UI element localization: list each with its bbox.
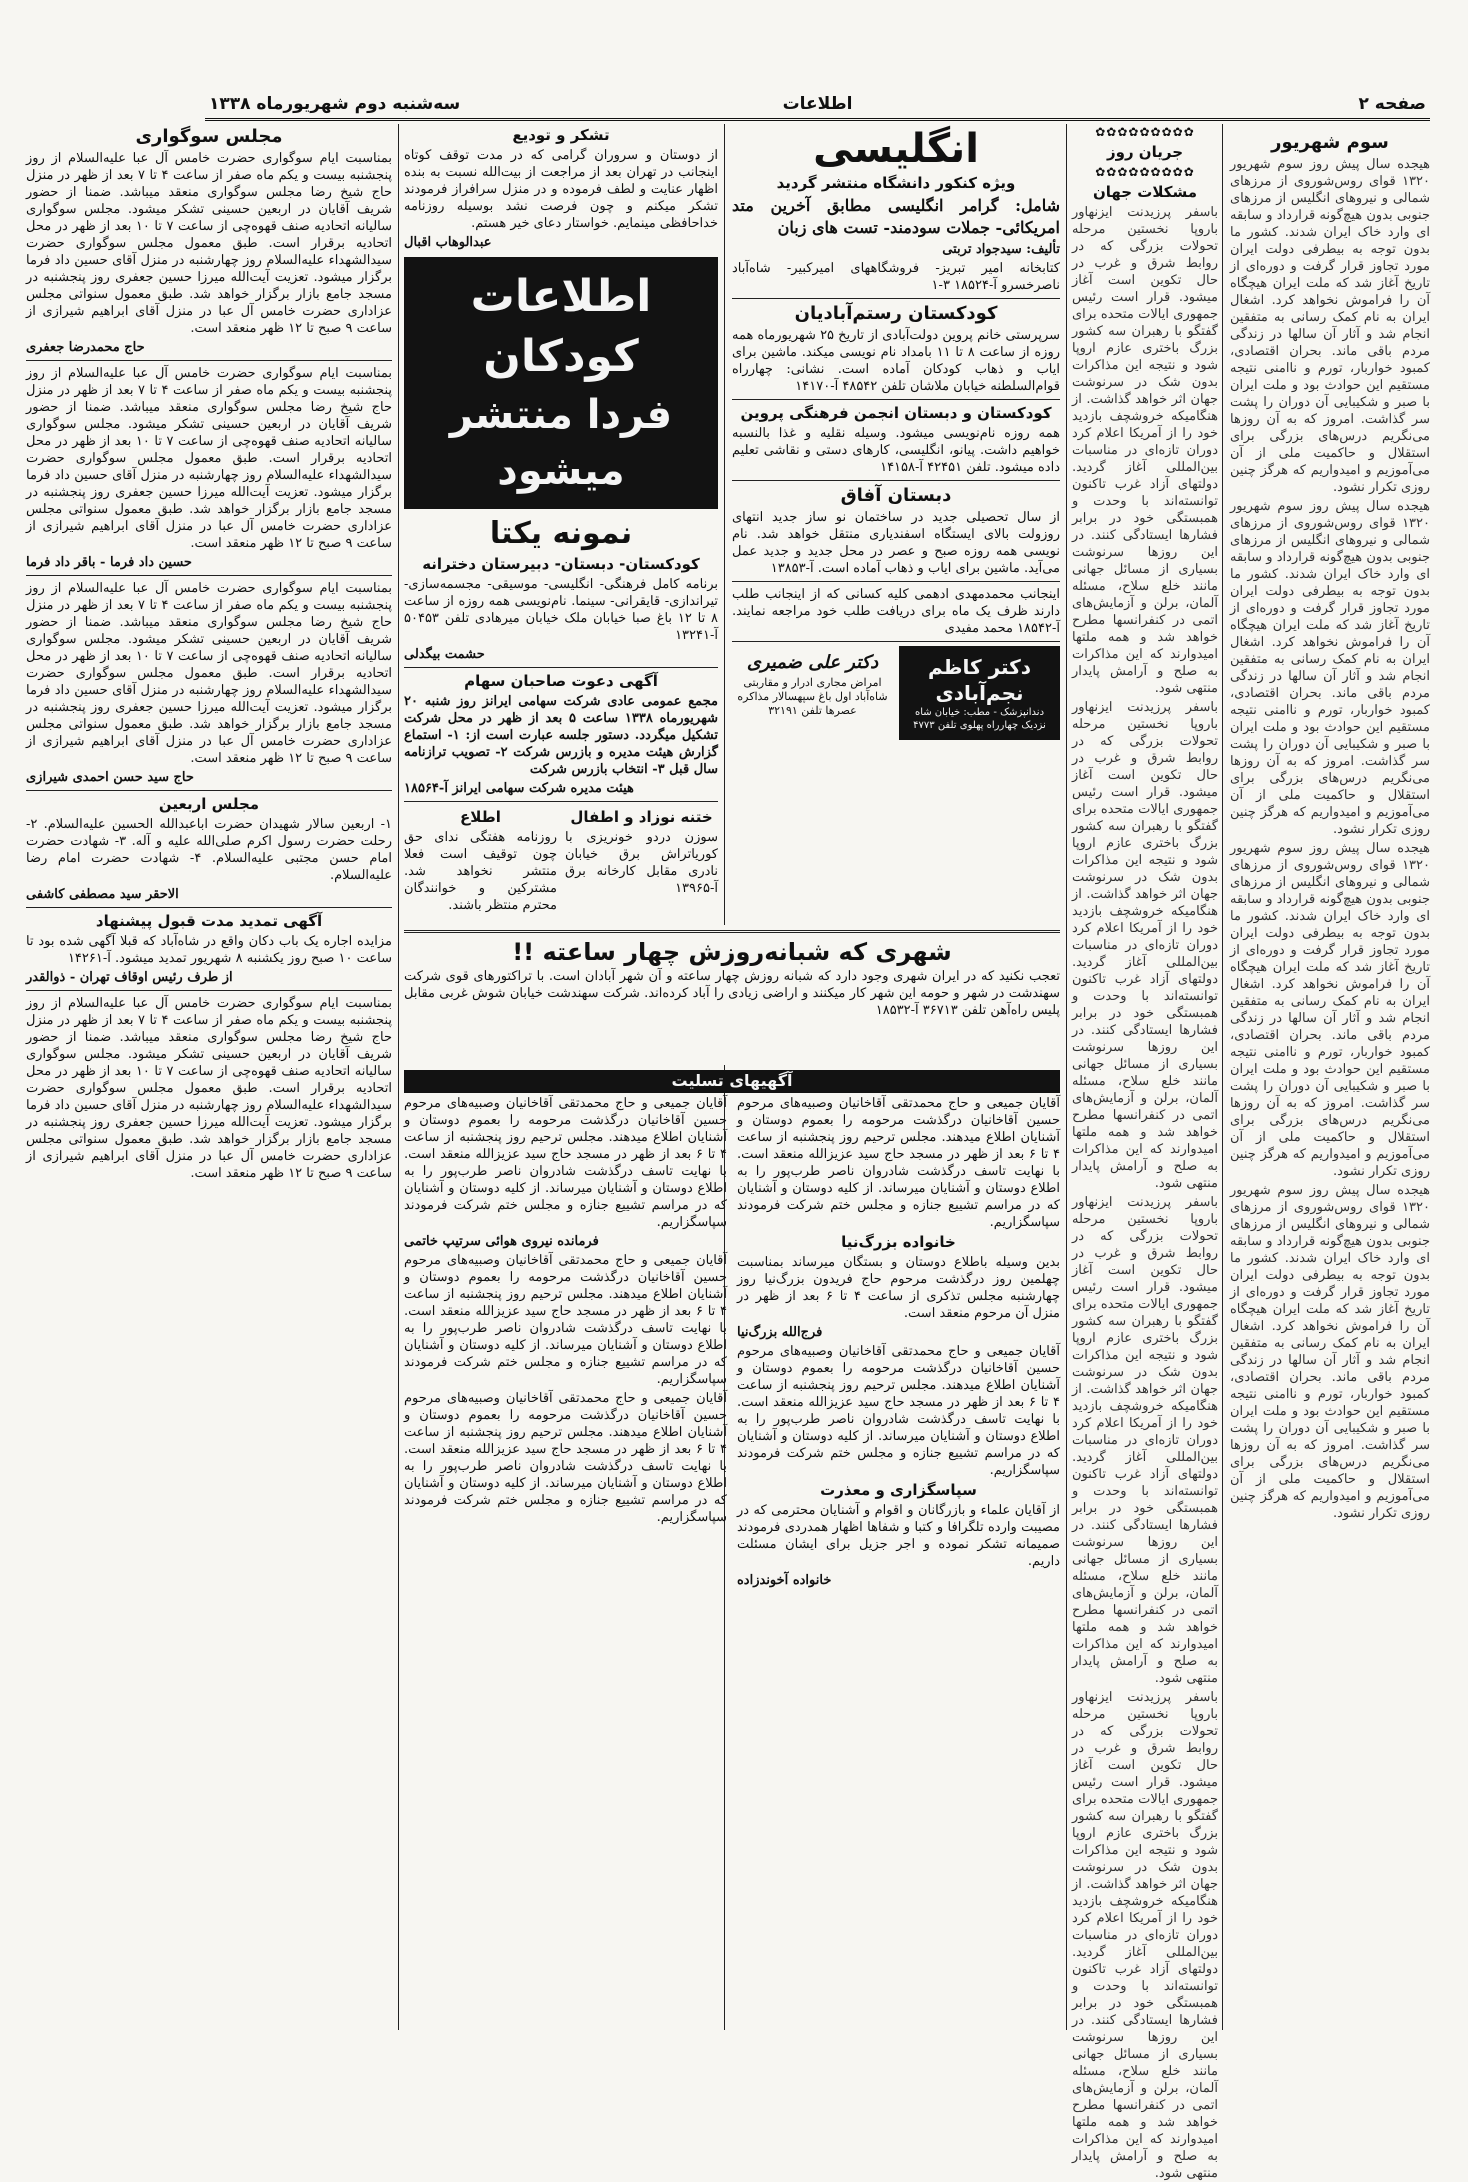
rubric-title: جریان روز [1106,143,1184,161]
divider [26,360,392,361]
rubric-ornament: ✿✿✿✿✿✿✿✿✿ [1095,125,1195,139]
condolence-column [404,1093,727,1591]
city-ad [404,925,1060,1065]
thanks2-title: سپاسگزاری و معذرت [820,1481,977,1499]
shareholder-meeting-title: آگهی دعوت صاحبان سهام [464,672,658,690]
family-signature: فرج‌الله بزرگ‌نیا [737,1325,823,1340]
column-current-events [1072,124,1218,2181]
tender-body: مزایده اجاره یک باب دکان واقع در شاه‌آباد که قبلا آگهی شده بود تا ساعت ۱۰ صبح روز یکشنبه ۸ شهریور تمدید میشود. آ-۱۴۲۶۱ [26,934,392,966]
condolence-body-continued: آقایان جمیعی و حاج محمدتقی آقاخانیان وصبیه‌های مرحوم حسین آقاخانیان درگذشت مرحومه را بعموم دوستان و آشنایان اطلاع میدهند. مجلس ترحیم روز پنجشنبه از ساعت ۴ تا ۶ بعد از ظهر در مسجد حاج سید عزیزالله منعقد است. با نهایت تاسف درگذشت شادروان ناصر طرب‌پور را به اطلاع دوستان و آشنایان میرساند. از کلیه دوستان و آشنایان که در مراسم تشییع جنازه و مجلس ختم شرکت فرمودند سپاسگزاریم. [404,1096,728,1230]
afagh-school-body: از سال تحصیلی جدید در ساختمان نو ساز جدید انتهای روزولت بالای ایستگاه اسفندیاری منتقل خواهد شد. نام نویسی همه روزه صبح و عصر در محل جدید و جدید عمل می‌آید. ماشین برای ایاب و ذهاب آماده است. آ-۱۳۸۵۳ [732,510,1060,576]
condolence-body: آقایان جمیعی و حاج محمدتقی آقاخانیان وصبیه‌های مرحوم حسین آقاخانیان درگذشت مرحومه را بعموم دوستان و آشنایان اطلاع میدهند. مجلس ترحیم روز پنجشنبه از ساعت ۴ تا ۶ بعد از ظهر در مسجد حاج سید عزیزالله منعقد است. با نهایت تاسف درگذشت شادروان ناصر طرب‌پور را به اطلاع دوستان و آشنایان میرساند. از کلیه دوستان و آشنایان که در مراسم تشییع جنازه و مجلس ختم شرکت فرمودند سپاسگزاریم. [737,1096,1061,1230]
page-number: صفحه ۲ [1358,94,1426,114]
current-events-body: باسفر پرزیدنت ایزنهاور باروپا نخستین مرحله تحولات بزرگی که در روابط شرق و غرب در حال تکوین است آغاز میشود. قرار است رئیس جمهوری ایالات متحده برای گفتگو با رهبران سه کشور بزرگ باختری عازم اروپا شود و نتیجه این مذاکرات بدون شک در سرنوشت جهان اثر خواهد گذاشت. از هنگامیکه خروشچف بازدید خود را از آمریکا اعلام کرد دوران تازه‌ای در مناسبات بین‌المللی آغاز گردید. دولتهای آزاد غرب تاکنون توانسته‌اند با وحدت و همبستگی خود در برابر فشارها ایستادگی کنند. در این روزها سرنوشت بسیاری از مسائل جهانی مانند خلع سلاح، مسئله آلمان، برلن و آزمایش‌های اتمی در کنفرانسها مطرح خواهد شد و همه ملتها امیدوارند که این مذاکرات به صلح و آرامش پایدار منتهی شود. [1072,205,1218,696]
circumcision-body: سوزن دردو خونریزی با کوریاتراش برق خیابان نادری مقابل کارخانه برق آ-۱۳۹۶۵ [565,830,718,896]
thanks2-body: از آقایان علماء و بازرگانان و اقوام و آشنایان محترمی که در مصیبت وارده تلگرافا و کتبا و شفاها اظهار همدردی فرمودند صمیمانه تشکر نموده و اجر جزیل برای ایشان مسئلت داریم. [737,1503,1060,1569]
condolence-body-continued: آقایان جمیعی و حاج محمدتقی آقاخانیان وصبیه‌های مرحوم حسین آقاخانیان درگذشت مرحومه را بعموم دوستان و آشنایان اطلاع میدهند. مجلس ترحیم روز پنجشنبه از ساعت ۴ تا ۶ بعد از ظهر در مسجد حاج سید عزیزالله منعقد است. با نهایت تاسف درگذشت شادروان ناصر طرب‌پور را به اطلاع دوستان و آشنایان میرساند. از کلیه دوستان و آشنایان که در مراسم تشییع جنازه و مجلس ختم شرکت فرمودند سپاسگزاریم. [404,1253,728,1387]
divider [404,930,1060,933]
english-book-subtitle: ویژه کنکور دانشگاه منتشر گردید [776,174,1016,192]
thanks2-signature: خانواده آخوندزاده [737,1573,832,1588]
mourning-body-continued: بمناسبت ایام سوگواری حضرت خامس آل عبا علیه‌السلام از روز پنجشنبه بیست و یکم ماه صفر از ساعت ۴ تا ۷ بعد از ظهر در منزل حاج شیخ رضا مجلس سوگواری منعقد میباشد. ضمنا از حضور شریف آقایان در اربعین حسینی تشکر میشود. مجلس سوگواری سالیانه اتحادیه صنف قهوه‌چی از ساعت ۷ تا ۱۰ بعد از ظهر در محل اتحادیه برقرار است. طبق معمول مجلس سوگواری حضرت سیدالشهداء علیه‌السلام روز چهارشنبه در منزل آقای حسین داد فرما برگزار میشود. تعزیت آیت‌الله میرزا حسین جعفری روز پنجشنبه در مسجد جامع بازار برگزار خواهد شد. طبق معمول سنواتی مجلس عزاداری حضرت خامس آل عبا در منزل آقای ابراهیم شیرازی از ساعت ۹ صبح تا ۱۲ ظهر منعقد است. [26,581,393,766]
family-title: خانواده بزرگ‌نیا [841,1233,956,1251]
arbaeen-title: مجلس اربعین [158,795,260,813]
editorial-body: هیجده سال پیش روز سوم شهریور ۱۳۲۰ قوای روس‌شوروی از مرزهای شمالی و نیروهای انگلیس از مرزهای جنوبی بدون هیچ‌گونه قرارداد و سابقه ای وارد خاک ایران شدند. کشور ما بدون توجه به بیطرفی دولت ایران مورد تجاوز قرار گرفت و دوره‌ای از تاریخ آغاز شد که ملت ایران هیچگاه آن را فراموش نخواهد کرد. اشغال ایران به نام کمک رسانی به متفقین انجام شد و آثار آن سالها در زندگی مردم باقی ماند. بحران اقتصادی، کمبود خواربار، تورم و ناامنی نتیجه مستقیم این حوادث بود و ملت ایران با صبر و شکیبایی آن دوران را پشت سر گذاشت. امروز که به آن روزها می‌نگریم درس‌های بزرگی برای استقلال و حاکمیت ملی از آن می‌آموزیم و امیدواریم که هرگز چنین روزی تکرار نشود. [1230,157,1430,495]
divider [732,480,1060,481]
editorial-title: سوم شهریور [1271,132,1389,153]
parvin-school-body: همه روزه نام‌نویسی میشود. وسیله نقلیه و غذا بالنسبه خواهیم داشت. پیانو، انگلیسی، کارهای دستی و نقاشی تعلیم داده میشود. تلفن ۴۲۴۵۱ آ-۱۴۱۵۸ [732,426,1060,475]
tender-title: آگهی تمدید مدت قبول پیشنهاد [95,912,323,930]
divider [732,641,1060,642]
divider [404,667,718,668]
kindergarten-body: سرپرستی خانم پروین دولت‌آبادی از تاریخ ۲۵ شهریورماه همه روزه از ساعت ۸ تا ۱۱ بامداد نام نویسی میکند. ماشین برای ایاب و ذهاب کودکان آماده است. نشانی: چهارراه قوام‌السلطنه خیابان ملاشان تلفن ۴۸۵۴۲ آ-۱۴۱۷۰ [732,328,1061,394]
mourning-signature: حاج سید حسن احمدی شیرازی [26,770,194,785]
divider [732,581,1060,582]
doctor-details: امراض مجاری ادرار و مقاربتی شاه‌آباد اول باغ سپهسالار مذاکره عصرها تلفن ۳۲۱۹۱ [737,676,888,717]
tender-signature: از طرف رئیس اوقاف تهران - ذوالقدر [26,970,233,985]
arbaeen-signature: الاحقر سید مصطفی کاشفی [26,887,179,902]
shareholder-meeting-signature: هیئت مدیره شرکت سهامی ایرانز آ-۱۸۵۶۴ [404,781,634,796]
editorial-body-continued: هیجده سال پیش روز سوم شهریور ۱۳۲۰ قوای روس‌شوروی از مرزهای شمالی و نیروهای انگلیس از مرزهای جنوبی بدون هیچ‌گونه قرارداد و سابقه ای وارد خاک ایران شدند. کشور ما بدون توجه به بیطرفی دولت ایران مورد تجاوز قرار گرفت و دوره‌ای از تاریخ آغاز شد که ملت ایران هیچگاه آن را فراموش نخواهد کرد. اشغال ایران به نام کمک رسانی به متفقین انجام شد و آثار آن سالها در زندگی مردم باقی ماند. بحران اقتصادی، کمبود خواربار، تورم و ناامنی نتیجه مستقیم این حوادث بود و ملت ایران با صبر و شکیبایی آن دوران را پشت سر گذاشت. امروز که به آن روزها می‌نگریم درس‌های بزرگی برای استقلال و حاکمیت ملی از آن می‌آموزیم و امیدواریم که هرگز چنین روزی تکرار نشود. [1230,1183,1430,1521]
condolence-section [404,1070,1060,2030]
kids-magazine-ad [404,257,718,509]
divider [732,298,1060,299]
mourning-signature: حسین داد فرما - باقر داد فرما [26,555,192,570]
circumcision-ad [565,806,718,916]
editorial-body-continued: هیجده سال پیش روز سوم شهریور ۱۳۲۰ قوای روس‌شوروی از مرزهای شمالی و نیروهای انگلیس از مرزهای جنوبی بدون هیچ‌گونه قرارداد و سابقه ای وارد خاک ایران شدند. کشور ما بدون توجه به بیطرفی دولت ایران مورد تجاوز قرار گرفت و دوره‌ای از تاریخ آغاز شد که ملت ایران هیچگاه آن را فراموش نخواهد کرد. اشغال ایران به نام کمک رسانی به متفقین انجام شد و آثار آن سالها در زندگی مردم باقی ماند. بحران اقتصادی، کمبود خواربار، تورم و ناامنی نتیجه مستقیم این حوادث بود و ملت ایران با صبر و شکیبایی آن دوران را پشت سر گذاشت. امروز که به آن روزها می‌نگریم درس‌های بزرگی برای استقلال و حاکمیت ملی از آن می‌آموزیم و امیدواریم که هرگز چنین روزی تکرار نشود. [1230,499,1430,837]
parvin-school-title: کودکستان و دبستان انجمن فرهنگی پروین [740,404,1052,422]
column-divider [398,124,399,2030]
divider [26,790,392,791]
condolence-section-title: آگهیهای تسلیت [671,1071,793,1090]
mourning-body: بمناسبت ایام سوگواری حضرت خامس آل عبا علیه‌السلام از روز پنجشنبه بیست و یکم ماه صفر از ساعت ۴ تا ۷ بعد از ظهر در منزل حاج شیخ رضا مجلس سوگواری منعقد میباشد. ضمنا از حضور شریف آقایان در اربعین حسینی تشکر میشود. مجلس سوگواری سالیانه اتحادیه صنف قهوه‌چی از ساعت ۷ تا ۱۰ بعد از ظهر در محل اتحادیه برقرار است. طبق معمول مجلس سوگواری حضرت سیدالشهداء علیه‌السلام روز چهارشنبه در منزل آقای حسین داد فرما برگزار میشود. تعزیت آیت‌الله میرزا حسین جعفری روز پنجشنبه در مسجد جامع بازار برگزار خواهد شد. طبق معمول سنواتی مجلس عزاداری حضرت خامس آل عبا در منزل آقای ابراهیم شیرازی از ساعت ۹ صبح تا ۱۲ ظهر منعقد است. [26,151,393,336]
thanks-title: تشکر و تودیع [512,126,610,144]
english-book-title: انگلیسی [813,126,979,172]
current-events-title: مشکلات جهان [1092,183,1198,201]
doctor-ad-najmabadi [899,646,1060,740]
column-mourning [26,124,392,2030]
city-ad-title: شهری که شبانه‌روزش چهار ساعته !! [512,938,952,966]
english-book-author: تألیف: سیدجواد تربتی [942,242,1060,257]
suspension-title: اطلاع [460,808,501,826]
arbaeen-body: ۱- اربعین سالار شهیدان حضرت اباعبدالله الحسین علیه‌السلام. ۲- رحلت حضرت رسول اکرم صلی‌الله علیه و آله. ۳- شهادت حضرت امام حسن مجتبی علیه‌السلام. ۴- شهادت حضرت امام رضا علیه‌السلام. [26,817,392,883]
editorial-body-continued: هیجده سال پیش روز سوم شهریور ۱۳۲۰ قوای روس‌شوروی از مرزهای شمالی و نیروهای انگلیس از مرزهای جنوبی بدون هیچ‌گونه قرارداد و سابقه ای وارد خاک ایران شدند. کشور ما بدون توجه به بیطرفی دولت ایران مورد تجاوز قرار گرفت و دوره‌ای از تاریخ آغاز شد که ملت ایران هیچگاه آن را فراموش نخواهد کرد. اشغال ایران به نام کمک رسانی به متفقین انجام شد و آثار آن سالها در زندگی مردم باقی ماند. بحران اقتصادی، کمبود خواربار، تورم و ناامنی نتیجه مستقیم این حوادث بود و ملت ایران با صبر و شکیبایی آن دوران را پشت سر گذاشت. امروز که به آن روزها می‌نگریم درس‌های بزرگی برای استقلال و حاکمیت ملی از آن می‌آموزیم و امیدواریم که هرگز چنین روزی تکرار نشود. [1230,841,1430,1179]
shareholder-meeting-body: مجمع عمومی عادی شرکت سهامی ایرانز روز شنبه ۲۰ شهریورماه ۱۳۳۸ ساعت ۵ بعد از ظهر در محل شرکت تشکیل میگردد. دستور جلسه عبارت است از: ۱- استماع گزارش هیئت مدیره و بازرس شرکت ۲- تصویب ترازنامه سال قبل ۳- انتخاب بازرس شرکت [404,694,718,777]
thanks-body: از دوستان و سروران گرامی که در مدت توقف کوتاه اینجانب در تهران بعد از مراجعت از بیت‌الله نسبت به بنده اظهار عنایت و لطف فرموده و در منزل سرافراز فرمودند تشکر میکنم و چون فرصت نشد بوسیله روزنامه خداحافظی مینمایم. خواستار دعای خیر هستم. [404,148,718,231]
current-events-body-continued: باسفر پرزیدنت ایزنهاور باروپا نخستین مرحله تحولات بزرگی که در روابط شرق و غرب در حال تکوین است آغاز میشود. قرار است رئیس جمهوری ایالات متحده برای گفتگو با رهبران سه کشور بزرگ باختری عازم اروپا شود و نتیجه این مذاکرات بدون شک در سرنوشت جهان اثر خواهد گذاشت. از هنگامیکه خروشچف بازدید خود را از آمریکا اعلام کرد دوران تازه‌ای در مناسبات بین‌المللی آغاز گردید. دولتهای آزاد غرب تاکنون توانسته‌اند با وحدت و همبستگی خود در برابر فشارها ایستادگی کنند. در این روزها سرنوشت بسیاری از مسائل جهانی مانند خلع سلاح، مسئله آلمان، برلن و آزمایش‌های اتمی در کنفرانسها مطرح خواهد شد و همه ملتها امیدوارند که این مذاکرات به صلح و آرامش پایدار منتهی شود. [1072,1195,1218,1686]
divider [732,399,1060,400]
condolence-section-header [404,1070,1060,1093]
mourning-body-continued: بمناسبت ایام سوگواری حضرت خامس آل عبا علیه‌السلام از روز پنجشنبه بیست و یکم ماه صفر از ساعت ۴ تا ۷ بعد از ظهر در منزل حاج شیخ رضا مجلس سوگواری منعقد میباشد. ضمنا از حضور شریف آقایان در اربعین حسینی تشکر میشود. مجلس سوگواری سالیانه اتحادیه صنف قهوه‌چی از ساعت ۷ تا ۱۰ بعد از ظهر در محل اتحادیه برقرار است. طبق معمول مجلس سوگواری حضرت سیدالشهداء علیه‌السلام روز چهارشنبه در منزل آقای حسین داد فرما برگزار میشود. تعزیت آیت‌الله میرزا حسین جعفری روز پنجشنبه در مسجد جامع بازار برگزار خواهد شد. طبق معمول سنواتی مجلس عزاداری حضرت خامس آل عبا در منزل آقای ابراهیم شیرازی از ساعت ۹ صبح تا ۱۲ ظهر منعقد است. [26,366,393,551]
city-ad-body: تعجب نکنید که در ایران شهری وجود دارد که شبانه روزش چهار ساعته و آن شهر آبادان است. با تراکتورهای قوی شرکت سهندشت در شهر و حومه این شهر کار میکنند و اراضی زیادی را آباد کرده‌اند. شرکت سهندشت خیابان شوش غربی مقابل پلیس راه‌آهن تلفن ۳۶۷۱۳ آ-۱۸۵۳۲ [404,969,1060,1018]
afagh-school-title: دبستان آفاق [840,485,952,506]
doctor-details: دندانپزشک - مطب: خیابان شاه نزدیک چهارراه پهلوی تلفن ۴۷۷۳ [913,707,1046,731]
divider [26,907,392,908]
column-divider [1222,124,1223,2030]
column-divider [1066,124,1067,2030]
circumcision-title: ختنه نوزاد و اطفال [570,808,713,826]
english-book-shops: کتابخانه امیر تبریز- فروشگاههای امیرکبیر- شاه‌آباد ناصرخسرو آ-۱۸۵۲۴ ۳-۱ [732,261,1060,293]
thanks-signature: عبدالوهاب اقبال [404,235,492,250]
kids-magazine-subtitle: فردا منتشر میشود [449,392,673,494]
divider [404,801,718,802]
condolence-columns [404,1093,1060,1591]
english-book-detail: شامل: گرامر انگلیسی مطابق آخرین متد امریکائی- جملات سودمند- تست های زبان [732,196,1060,237]
current-events-body-continued: باسفر پرزیدنت ایزنهاور باروپا نخستین مرحله تحولات بزرگی که در روابط شرق و غرب در حال تکوین است آغاز میشود. قرار است رئیس جمهوری ایالات متحده برای گفتگو با رهبران سه کشور بزرگ باختری عازم اروپا شود و نتیجه این مذاکرات بدون شک در سرنوشت جهان اثر خواهد گذاشت. از هنگامیکه خروشچف بازدید خود را از آمریکا اعلام کرد دوران تازه‌ای در مناسبات بین‌المللی آغاز گردید. دولتهای آزاد غرب تاکنون توانسته‌اند با وحدت و همبستگی خود در برابر فشارها ایستادگی کنند. در این روزها سرنوشت بسیاری از مسائل جهانی مانند خلع سلاح، مسئله آلمان، برلن و آزمایش‌های اتمی در کنفرانسها مطرح خواهد شد و همه ملتها امیدوارند که این مذاکرات به صلح و آرامش پایدار منتهی شود. [1072,1690,1218,2181]
condolence-body-continued: آقایان جمیعی و حاج محمدتقی آقاخانیان وصبیه‌های مرحوم حسین آقاخانیان درگذشت مرحومه را بعموم دوستان و آشنایان اطلاع میدهند. مجلس ترحیم روز پنجشنبه از ساعت ۴ تا ۶ بعد از ظهر در مسجد حاج سید عزیزالله منعقد است. با نهایت تاسف درگذشت شادروان ناصر طرب‌پور را به اطلاع دوستان و آشنایان میرساند. از کلیه دوستان و آشنایان که در مراسم تشییع جنازه و مجلس ختم شرکت فرمودند سپاسگزاریم. [404,1391,728,1525]
mourning-title: مجلس سوگواری [135,126,283,147]
yekta-school-title: نمونه یکتا [489,516,633,551]
rubric-ornament: ✿✿✿✿✿✿✿✿✿ [1095,165,1195,179]
suspension-body: روزنامه هفتگی ندای حق چون توقیف است فعلا منتشر نخواهد شد. مشترکین و خوانندگان محترم منتظر باشند. [404,830,557,913]
misc-notice: اینجانب محمدمهدی ادهمی کلیه کسانی که از اینجانب طلب دارند ظرف یک ماه برای دریافت طلب خود مراجعه نمایند. آ-۱۸۵۴۲ محمد مفیدی [732,587,1060,636]
mourning-body-continued: بمناسبت ایام سوگواری حضرت خامس آل عبا علیه‌السلام از روز پنجشنبه بیست و یکم ماه صفر از ساعت ۴ تا ۷ بعد از ظهر در منزل حاج شیخ رضا مجلس سوگواری منعقد میباشد. ضمنا از حضور شریف آقایان در اربعین حسینی تشکر میشود. مجلس سوگواری سالیانه اتحادیه صنف قهوه‌چی از ساعت ۷ تا ۱۰ بعد از ظهر در محل اتحادیه برقرار است. طبق معمول مجلس سوگواری حضرت سیدالشهداء علیه‌السلام روز چهارشنبه در منزل آقای حسین داد فرما برگزار میشود. تعزیت آیت‌الله میرزا حسین جعفری روز پنجشنبه در مسجد جامع بازار برگزار خواهد شد. طبق معمول سنواتی مجلس عزاداری حضرت خامس آل عبا در منزل آقای ابراهیم شیرازی از ساعت ۹ صبح تا ۱۲ ظهر منعقد است. [26,996,393,1181]
english-book-ad [732,126,1060,294]
small-notices [404,806,718,916]
army-signature: فرمانده نیروی هوائی سرتیپ خاتمی [404,1234,599,1249]
divider [26,990,392,991]
issue-date: سه‌شنبه دوم شهریورماه ۱۳۳۸ [209,94,461,114]
yekta-school-body: برنامه کامل فرهنگی- انگلیسی- موسیقی- مجسمه‌سازی- تیراندازی- قایقرانی- سینما. نام‌نویسی همه روزه از ساعت ۸ تا ۱۲ باغ صبا خیابان ملک خیابان میرهادی تلفن ۵۰۴۵۳ آ-۱۳۲۴۱ [404,577,719,643]
kids-magazine-title: اطلاعات کودکان [470,271,652,382]
yekta-school-signature: حشمت بیگدلی [404,647,485,662]
doctor-ad-zamiri [732,646,893,740]
yekta-school-subtitle: کودکستان- دبستان- دبیرستان دخترانه [422,555,700,573]
current-events-body-continued: باسفر پرزیدنت ایزنهاور باروپا نخستین مرحله تحولات بزرگی که در روابط شرق و غرب در حال تکوین است آغاز میشود. قرار است رئیس جمهوری ایالات متحده برای گفتگو با رهبران سه کشور بزرگ باختری عازم اروپا شود و نتیجه این مذاکرات بدون شک در سرنوشت جهان اثر خواهد گذاشت. از هنگامیکه خروشچف بازدید خود را از آمریکا اعلام کرد دوران تازه‌ای در مناسبات بین‌المللی آغاز گردید. دولتهای آزاد غرب تاکنون توانسته‌اند با وحدت و همبستگی خود در برابر فشارها ایستادگی کنند. در این روزها سرنوشت بسیاری از مسائل جهانی مانند خلع سلاح، مسئله آلمان، برلن و آزمایش‌های اتمی در کنفرانسها مطرح خواهد شد و همه ملتها امیدوارند که این مذاکرات به صلح و آرامش پایدار منتهی شود. [1072,700,1218,1191]
kindergarten-title: کودکستان رستم‌آبادیان [794,303,998,324]
doctor-name: دکتر کاظم نجم‌آبادی [927,655,1032,705]
divider [26,575,392,576]
column-editorial [1230,124,1430,2030]
doctor-ads [732,646,1060,740]
condolence-column [737,1093,1060,1591]
doctor-name: دکتر علی ضمیری [746,652,879,673]
suspension-notice [404,806,557,916]
page-header [205,92,1430,121]
newspaper-name: اطلاعات [782,94,853,114]
mourning-signature: حاج محمدرضا جعفری [26,340,145,355]
family-body: بدین وسیله باطلاع دوستان و بستگان میرساند بمناسبت چهلمین روز درگذشت مرحوم حاج فریدون بزرگ‌نیا روز چهارشنبه مجلس تذکری از ساعت ۴ تا ۶ بعد از ظهر در منزل آن مرحوم منعقد است. [737,1255,1060,1321]
condolence-body-continued: آقایان جمیعی و حاج محمدتقی آقاخانیان وصبیه‌های مرحوم حسین آقاخانیان درگذشت مرحومه را بعموم دوستان و آشنایان اطلاع میدهند. مجلس ترحیم روز پنجشنبه از ساعت ۴ تا ۶ بعد از ظهر در مسجد حاج سید عزیزالله منعقد است. با نهایت تاسف درگذشت شادروان ناصر طرب‌پور را به اطلاع دوستان و آشنایان میرساند. از کلیه دوستان و آشنایان که در مراسم تشییع جنازه و مجلس ختم شرکت فرمودند سپاسگزاریم. [737,1344,1061,1478]
